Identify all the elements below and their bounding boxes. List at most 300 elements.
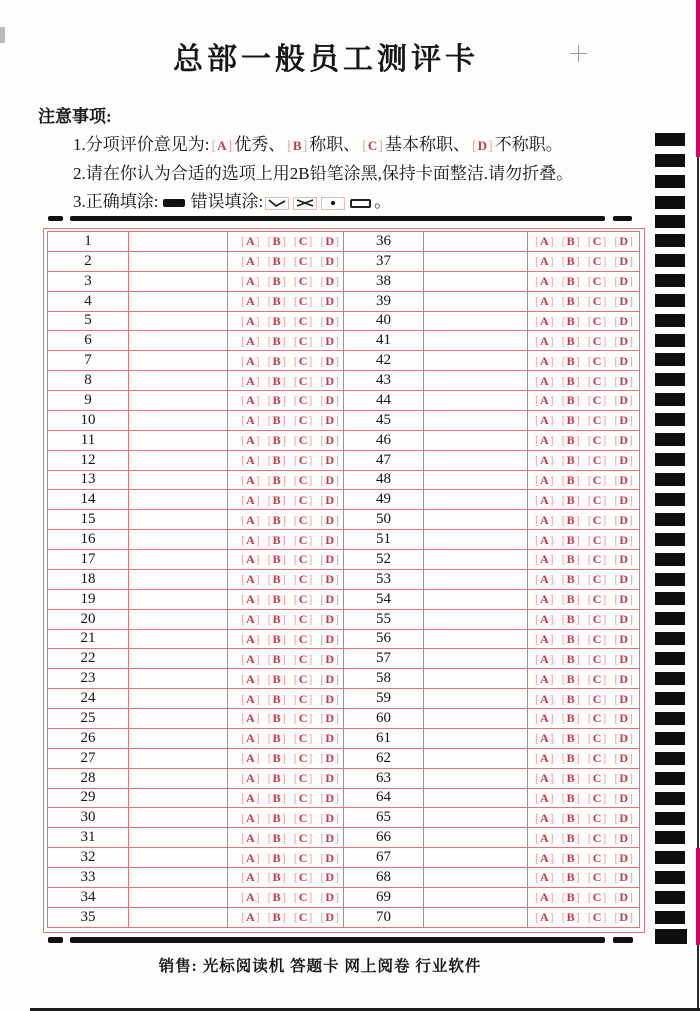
- option-letter: D: [619, 234, 629, 249]
- bubble-q45-A[interactable]: [535, 414, 554, 426]
- bubble-q7-A[interactable]: [241, 355, 260, 367]
- bubble-q64-B[interactable]: [562, 792, 580, 804]
- bubble-q51-B[interactable]: [562, 534, 580, 546]
- bubble-q40-C[interactable]: [588, 315, 607, 327]
- bracket-open: [: [561, 790, 566, 805]
- bubble-q18-B[interactable]: [268, 573, 286, 585]
- bubble-q48-A[interactable]: [535, 474, 554, 486]
- bubble-q62-B[interactable]: [562, 752, 580, 764]
- bubble-q28-D[interactable]: [320, 772, 339, 784]
- bubble-q31-B[interactable]: [268, 832, 286, 844]
- bubble-q14-A[interactable]: [241, 494, 260, 506]
- bubble-q33-C[interactable]: [294, 871, 313, 883]
- bubble-q42-A[interactable]: [535, 355, 554, 367]
- bubble-q25-A[interactable]: [241, 712, 260, 724]
- bubble-q27-A[interactable]: [241, 752, 260, 764]
- bubble-q34-C[interactable]: [294, 891, 313, 903]
- bubble-q12-B[interactable]: [268, 454, 286, 466]
- bubble-q47-C[interactable]: [588, 454, 607, 466]
- bubble-q58-D[interactable]: [614, 673, 633, 685]
- bubble-q43-B[interactable]: [562, 375, 580, 387]
- bubble-q42-D[interactable]: [614, 355, 633, 367]
- option-letter: B: [272, 532, 281, 547]
- bubble-q70-C[interactable]: [588, 911, 607, 923]
- bubble-q38-D[interactable]: [614, 275, 633, 287]
- bubble-q58-A[interactable]: [535, 673, 554, 685]
- bubble-q4-A[interactable]: [241, 295, 260, 307]
- bubble-q51-A[interactable]: [535, 534, 554, 546]
- blank-cell-q33: [129, 868, 228, 888]
- bubble-q63-D[interactable]: [614, 772, 633, 784]
- bubble-q70-D[interactable]: [614, 911, 633, 923]
- bubble-q6-D[interactable]: [320, 335, 339, 347]
- bubble-q30-B[interactable]: [268, 812, 286, 824]
- bubble-q69-C[interactable]: [588, 891, 607, 903]
- bubble-q3-C[interactable]: [294, 275, 313, 287]
- bubble-q14-D[interactable]: [320, 494, 339, 506]
- bubble-q32-A[interactable]: [241, 852, 260, 864]
- bubble-q20-D[interactable]: [320, 613, 339, 625]
- bubble-q53-D[interactable]: [614, 573, 633, 585]
- bubble-q37-C[interactable]: [588, 255, 607, 267]
- bubble-q67-D[interactable]: [614, 852, 633, 864]
- bubble-q15-A[interactable]: [241, 514, 260, 526]
- bracket-open: [: [561, 890, 566, 905]
- bubble-q61-D[interactable]: [614, 732, 633, 744]
- bubble-q26-A[interactable]: [241, 732, 260, 744]
- bubble-q3-D[interactable]: [320, 275, 339, 287]
- bubble-q35-C[interactable]: [294, 911, 313, 923]
- bubble-q17-D[interactable]: [320, 553, 339, 565]
- bubble-q13-A[interactable]: [241, 474, 260, 486]
- bracket-open: [: [293, 671, 298, 686]
- bubble-q56-A[interactable]: [535, 633, 554, 645]
- bubble-q18-A[interactable]: [241, 573, 260, 585]
- bubble-q10-D[interactable]: [320, 414, 339, 426]
- bubble-q5-B[interactable]: [268, 315, 286, 327]
- bubble-q20-C[interactable]: [294, 613, 313, 625]
- bubble-q26-B[interactable]: [268, 732, 286, 744]
- bubble-q62-C[interactable]: [588, 752, 607, 764]
- bubble-q53-C[interactable]: [588, 573, 607, 585]
- bracket-open: [: [241, 910, 245, 925]
- bubble-q31-C[interactable]: [294, 832, 313, 844]
- bubble-q19-C[interactable]: [294, 593, 313, 605]
- bubble-q22-B[interactable]: [268, 653, 286, 665]
- bubble-q47-A[interactable]: [535, 454, 554, 466]
- bubble-q18-D[interactable]: [320, 573, 339, 585]
- bubble-q47-D[interactable]: [614, 454, 633, 466]
- bubble-q39-C[interactable]: [588, 295, 607, 307]
- bubble-q3-B[interactable]: [268, 275, 286, 287]
- bubble-q22-D[interactable]: [320, 653, 339, 665]
- bubble-q55-B[interactable]: [562, 613, 580, 625]
- bubble-q69-A[interactable]: [535, 891, 554, 903]
- bubble-q28-B[interactable]: [268, 772, 286, 784]
- bubble-q70-A[interactable]: [535, 911, 554, 923]
- bubble-q47-B[interactable]: [562, 454, 580, 466]
- bubble-q33-A[interactable]: [241, 871, 260, 883]
- bubble-q7-B[interactable]: [268, 355, 286, 367]
- bubble-q5-D[interactable]: [320, 315, 339, 327]
- bubble-q16-D[interactable]: [320, 534, 339, 546]
- bubble-q65-B[interactable]: [562, 812, 580, 824]
- bubble-q2-C[interactable]: [294, 255, 313, 267]
- bubble-q67-A[interactable]: [535, 852, 554, 864]
- bubble-q39-B[interactable]: [562, 295, 580, 307]
- bubble-q12-C[interactable]: [294, 454, 313, 466]
- bubble-q15-D[interactable]: [320, 514, 339, 526]
- bubble-q44-B[interactable]: [562, 394, 580, 406]
- bubble-q69-D[interactable]: [614, 891, 633, 903]
- bracket-open: [: [614, 373, 619, 388]
- bubble-q6-B[interactable]: [268, 335, 286, 347]
- bubble-q36-C[interactable]: [588, 235, 607, 247]
- bubble-q60-D[interactable]: [614, 712, 633, 724]
- bubble-q8-C[interactable]: [294, 375, 313, 387]
- bubble-q39-D[interactable]: [614, 295, 633, 307]
- bubble-q34-D[interactable]: [320, 891, 339, 903]
- bubble-q60-C[interactable]: [588, 712, 607, 724]
- bubble-q69-B[interactable]: [562, 891, 580, 903]
- bubble-q32-C[interactable]: [294, 852, 313, 864]
- bubble-q33-D[interactable]: [320, 871, 339, 883]
- bracket-open: [: [614, 890, 619, 905]
- bubble-q4-C[interactable]: [294, 295, 313, 307]
- bubble-q1-B[interactable]: [268, 235, 286, 247]
- blank-cell-q56: [424, 629, 528, 649]
- bubble-q38-A[interactable]: [535, 275, 554, 287]
- bubble-q34-A[interactable]: [241, 891, 260, 903]
- bubble-q40-A[interactable]: [535, 315, 554, 327]
- bubble-q57-C[interactable]: [588, 653, 607, 665]
- bubble-q48-B[interactable]: [562, 474, 580, 486]
- bubble-q63-B[interactable]: [562, 772, 580, 784]
- bubble-q66-D[interactable]: [614, 832, 633, 844]
- bubble-q32-B[interactable]: [268, 852, 286, 864]
- bubble-q57-D[interactable]: [614, 653, 633, 665]
- bubble-q16-C[interactable]: [294, 534, 313, 546]
- bubble-q6-C[interactable]: [294, 335, 313, 347]
- bubble-q57-A[interactable]: [535, 653, 554, 665]
- bubble-q70-B[interactable]: [562, 911, 580, 923]
- bubble-q44-D[interactable]: [614, 394, 633, 406]
- bubble-q10-A[interactable]: [241, 414, 260, 426]
- bubble-q33-B[interactable]: [268, 871, 286, 883]
- bubble-q29-D[interactable]: [320, 792, 339, 804]
- bubble-q13-B[interactable]: [268, 474, 286, 486]
- bubble-q65-A[interactable]: [535, 812, 554, 824]
- bubble-q17-A[interactable]: [241, 553, 260, 565]
- bubble-q44-A[interactable]: [535, 394, 554, 406]
- bubble-q36-B[interactable]: [562, 235, 580, 247]
- bubble-q27-B[interactable]: [268, 752, 286, 764]
- bubble-q50-C[interactable]: [588, 514, 607, 526]
- bubble-q63-A[interactable]: [535, 772, 554, 784]
- bubble-q32-D[interactable]: [320, 852, 339, 864]
- bubble-q36-A[interactable]: [535, 235, 554, 247]
- bubble-q42-B[interactable]: [562, 355, 580, 367]
- bubble-q39-A[interactable]: [535, 295, 554, 307]
- bubble-q40-D[interactable]: [614, 315, 633, 327]
- bubble-q53-B[interactable]: [562, 573, 580, 585]
- bubble-q10-C[interactable]: [294, 414, 313, 426]
- bracket-close: ]: [629, 711, 634, 726]
- bracket-open: [: [320, 671, 325, 686]
- bubble-q11-D[interactable]: [320, 434, 339, 446]
- bubble-q10-B[interactable]: [268, 414, 286, 426]
- bubble-q68-B[interactable]: [562, 871, 580, 883]
- bubble-q2-B[interactable]: [268, 255, 286, 267]
- bubble-q15-B[interactable]: [268, 514, 286, 526]
- bubble-q22-A[interactable]: [241, 653, 260, 665]
- bracket-open: [: [293, 453, 298, 468]
- bubble-q15-C[interactable]: [294, 514, 313, 526]
- bubble-q41-D[interactable]: [614, 335, 633, 347]
- bubble-q35-A[interactable]: [241, 911, 260, 923]
- bubble-q65-C[interactable]: [588, 812, 607, 824]
- option-letter: B: [272, 671, 281, 686]
- bubble-q59-C[interactable]: [588, 693, 607, 705]
- bubble-q58-B[interactable]: [562, 673, 580, 685]
- bubble-q9-D[interactable]: [320, 394, 339, 406]
- bracket-open: [: [241, 790, 245, 805]
- bubble-q28-A[interactable]: [241, 772, 260, 784]
- bubble-q13-C[interactable]: [294, 474, 313, 486]
- bubble-q25-D[interactable]: [320, 712, 339, 724]
- bubble-q38-B[interactable]: [562, 275, 580, 287]
- bubble-q30-C[interactable]: [294, 812, 313, 824]
- bubble-q17-B[interactable]: [268, 553, 286, 565]
- option-letter: D: [325, 830, 335, 845]
- bubble-q62-A[interactable]: [535, 752, 554, 764]
- bubble-q23-C[interactable]: [294, 673, 313, 685]
- bracket-open: [: [587, 532, 592, 547]
- bubble-q41-C[interactable]: [588, 335, 607, 347]
- bubble-q18-C[interactable]: [294, 573, 313, 585]
- bubble-q13-D[interactable]: [320, 474, 339, 486]
- bracket-close: ]: [602, 790, 607, 805]
- bubble-q37-A[interactable]: [535, 255, 554, 267]
- bracket-close: ]: [255, 333, 260, 348]
- bubble-q48-D[interactable]: [614, 474, 633, 486]
- bubble-q24-B[interactable]: [268, 693, 286, 705]
- bubble-q41-B[interactable]: [562, 335, 580, 347]
- bubble-q49-A[interactable]: [535, 494, 554, 506]
- bubble-q54-B[interactable]: [562, 593, 580, 605]
- bubble-q57-B[interactable]: [562, 653, 580, 665]
- bubble-q28-C[interactable]: [294, 772, 313, 784]
- bubble-q51-D[interactable]: [614, 534, 633, 546]
- bubble-q27-D[interactable]: [320, 752, 339, 764]
- bubble-q21-A[interactable]: [241, 633, 260, 645]
- bubble-q60-B[interactable]: [562, 712, 580, 724]
- bubble-q3-A[interactable]: [241, 275, 260, 287]
- bubble-q16-A[interactable]: [241, 534, 260, 546]
- bubble-q68-A[interactable]: [535, 871, 554, 883]
- bubble-q50-D[interactable]: [614, 514, 633, 526]
- bubble-q24-A[interactable]: [241, 693, 260, 705]
- bubble-q9-A[interactable]: [241, 394, 260, 406]
- bubble-q36-D[interactable]: [614, 235, 633, 247]
- bubble-q58-C[interactable]: [588, 673, 607, 685]
- bubble-q51-C[interactable]: [588, 534, 607, 546]
- bubble-q46-C[interactable]: [588, 434, 607, 446]
- bubble-q52-D[interactable]: [614, 553, 633, 565]
- bubble-q19-A[interactable]: [241, 593, 260, 605]
- bubble-q68-D[interactable]: [614, 871, 633, 883]
- bubble-q1-A[interactable]: [241, 235, 260, 247]
- bubble-q63-C[interactable]: [588, 772, 607, 784]
- bubble-q65-D[interactable]: [614, 812, 633, 824]
- bubble-q25-B[interactable]: [268, 712, 286, 724]
- bubble-q35-D[interactable]: [320, 911, 339, 923]
- bubble-q30-A[interactable]: [241, 812, 260, 824]
- bubble-q4-B[interactable]: [268, 295, 286, 307]
- bubble-q46-B[interactable]: [562, 434, 580, 446]
- bubble-q23-A[interactable]: [241, 673, 260, 685]
- bubble-q5-C[interactable]: [294, 315, 313, 327]
- bubble-q21-D[interactable]: [320, 633, 339, 645]
- bubble-q6-A[interactable]: [241, 335, 260, 347]
- bubble-q23-D[interactable]: [320, 673, 339, 685]
- bubble-q20-A[interactable]: [241, 613, 260, 625]
- bubble-q43-C[interactable]: [588, 375, 607, 387]
- bubble-q49-C[interactable]: [588, 494, 607, 506]
- bubble-q61-B[interactable]: [562, 732, 580, 744]
- bubble-q42-C[interactable]: [588, 355, 607, 367]
- bubble-q7-D[interactable]: [320, 355, 339, 367]
- bubble-q22-C[interactable]: [294, 653, 313, 665]
- bubble-q24-D[interactable]: [320, 693, 339, 705]
- bubble-q56-D[interactable]: [614, 633, 633, 645]
- bubble-q17-C[interactable]: [294, 553, 313, 565]
- bubble-q45-D[interactable]: [614, 414, 633, 426]
- bubble-q26-C[interactable]: [294, 732, 313, 744]
- bubble-q59-D[interactable]: [614, 693, 633, 705]
- bubble-q12-D[interactable]: [320, 454, 339, 466]
- bubble-q54-D[interactable]: [614, 593, 633, 605]
- bubble-q54-A[interactable]: [535, 593, 554, 605]
- bubble-q66-A[interactable]: [535, 832, 554, 844]
- bubble-q8-B[interactable]: [268, 375, 286, 387]
- bubble-q53-A[interactable]: [535, 573, 554, 585]
- bubble-q30-D[interactable]: [320, 812, 339, 824]
- bubble-q67-C[interactable]: [588, 852, 607, 864]
- bubble-q19-B[interactable]: [268, 593, 286, 605]
- bubble-q45-B[interactable]: [562, 414, 580, 426]
- bubble-q43-A[interactable]: [535, 375, 554, 387]
- bubble-q11-B[interactable]: [268, 434, 286, 446]
- bubble-q31-D[interactable]: [320, 832, 339, 844]
- bubble-q68-C[interactable]: [588, 871, 607, 883]
- bubble-q9-C[interactable]: [294, 394, 313, 406]
- bubble-q56-C[interactable]: [588, 633, 607, 645]
- bubble-q27-C[interactable]: [294, 752, 313, 764]
- bubble-q43-D[interactable]: [614, 375, 633, 387]
- bubble-q59-B[interactable]: [562, 693, 580, 705]
- bubble-q49-D[interactable]: [614, 494, 633, 506]
- bubble-q31-A[interactable]: [241, 832, 260, 844]
- bubble-q38-C[interactable]: [588, 275, 607, 287]
- bubble-q48-C[interactable]: [588, 474, 607, 486]
- bubble-q52-C[interactable]: [588, 553, 607, 565]
- bubble-q35-B[interactable]: [268, 911, 286, 923]
- bubble-q66-C[interactable]: [588, 832, 607, 844]
- bubble-q8-D[interactable]: [320, 375, 339, 387]
- bubble-q44-C[interactable]: [588, 394, 607, 406]
- bubble-q37-B[interactable]: [562, 255, 580, 267]
- bubble-q14-C[interactable]: [294, 494, 313, 506]
- bubble-q45-C[interactable]: [588, 414, 607, 426]
- bubble-q52-A[interactable]: [535, 553, 554, 565]
- bubble-q16-B[interactable]: [268, 534, 286, 546]
- bubble-q1-C[interactable]: [294, 235, 313, 247]
- bubble-q64-A[interactable]: [535, 792, 554, 804]
- bubble-q64-D[interactable]: [614, 792, 633, 804]
- bubble-q25-C[interactable]: [294, 712, 313, 724]
- bubble-q2-D[interactable]: [320, 255, 339, 267]
- bubble-q55-C[interactable]: [588, 613, 607, 625]
- bubble-q24-C[interactable]: [294, 693, 313, 705]
- bubble-q34-B[interactable]: [268, 891, 286, 903]
- bubble-q67-B[interactable]: [562, 852, 580, 864]
- bubble-q50-B[interactable]: [562, 514, 580, 526]
- bubble-q55-D[interactable]: [614, 613, 633, 625]
- bubble-q11-A[interactable]: [241, 434, 260, 446]
- bubble-q29-B[interactable]: [268, 792, 286, 804]
- bubble-q21-B[interactable]: [268, 633, 286, 645]
- bubble-q29-A[interactable]: [241, 792, 260, 804]
- bubble-q55-A[interactable]: [535, 613, 554, 625]
- bubble-q20-B[interactable]: [268, 613, 286, 625]
- bubble-q50-A[interactable]: [535, 514, 554, 526]
- bubble-q54-C[interactable]: [588, 593, 607, 605]
- bubble-q1-D[interactable]: [320, 235, 339, 247]
- bubble-q46-A[interactable]: [535, 434, 554, 446]
- bubble-q59-A[interactable]: [535, 693, 554, 705]
- bubble-q26-D[interactable]: [320, 732, 339, 744]
- bubble-q19-D[interactable]: [320, 593, 339, 605]
- bubble-q2-A[interactable]: [241, 255, 260, 267]
- bubble-q62-D[interactable]: [614, 752, 633, 764]
- bubble-q66-B[interactable]: [562, 832, 580, 844]
- bubble-q52-B[interactable]: [562, 553, 580, 565]
- bracket-open: [: [535, 532, 539, 547]
- bubble-q56-B[interactable]: [562, 633, 580, 645]
- bubble-q60-A[interactable]: [535, 712, 554, 724]
- bubble-q9-B[interactable]: [268, 394, 286, 406]
- bubble-q5-A[interactable]: [241, 315, 260, 327]
- bubble-q40-B[interactable]: [562, 315, 580, 327]
- bubble-q7-C[interactable]: [294, 355, 313, 367]
- bubble-q49-B[interactable]: [562, 494, 580, 506]
- bubble-q8-A[interactable]: [241, 375, 260, 387]
- bubble-q41-A[interactable]: [535, 335, 554, 347]
- bubble-q61-C[interactable]: [588, 732, 607, 744]
- bubble-q46-D[interactable]: [614, 434, 633, 446]
- bubble-q14-B[interactable]: [268, 494, 286, 506]
- bubble-q21-C[interactable]: [294, 633, 313, 645]
- bubble-q4-D[interactable]: [320, 295, 339, 307]
- bubble-q37-D[interactable]: [614, 255, 633, 267]
- bubble-q64-C[interactable]: [588, 792, 607, 804]
- bubble-q12-A[interactable]: [241, 454, 260, 466]
- bubble-q29-C[interactable]: [294, 792, 313, 804]
- bubble-q11-C[interactable]: [294, 434, 313, 446]
- bubble-q61-A[interactable]: [535, 732, 554, 744]
- bubble-q23-B[interactable]: [268, 673, 286, 685]
